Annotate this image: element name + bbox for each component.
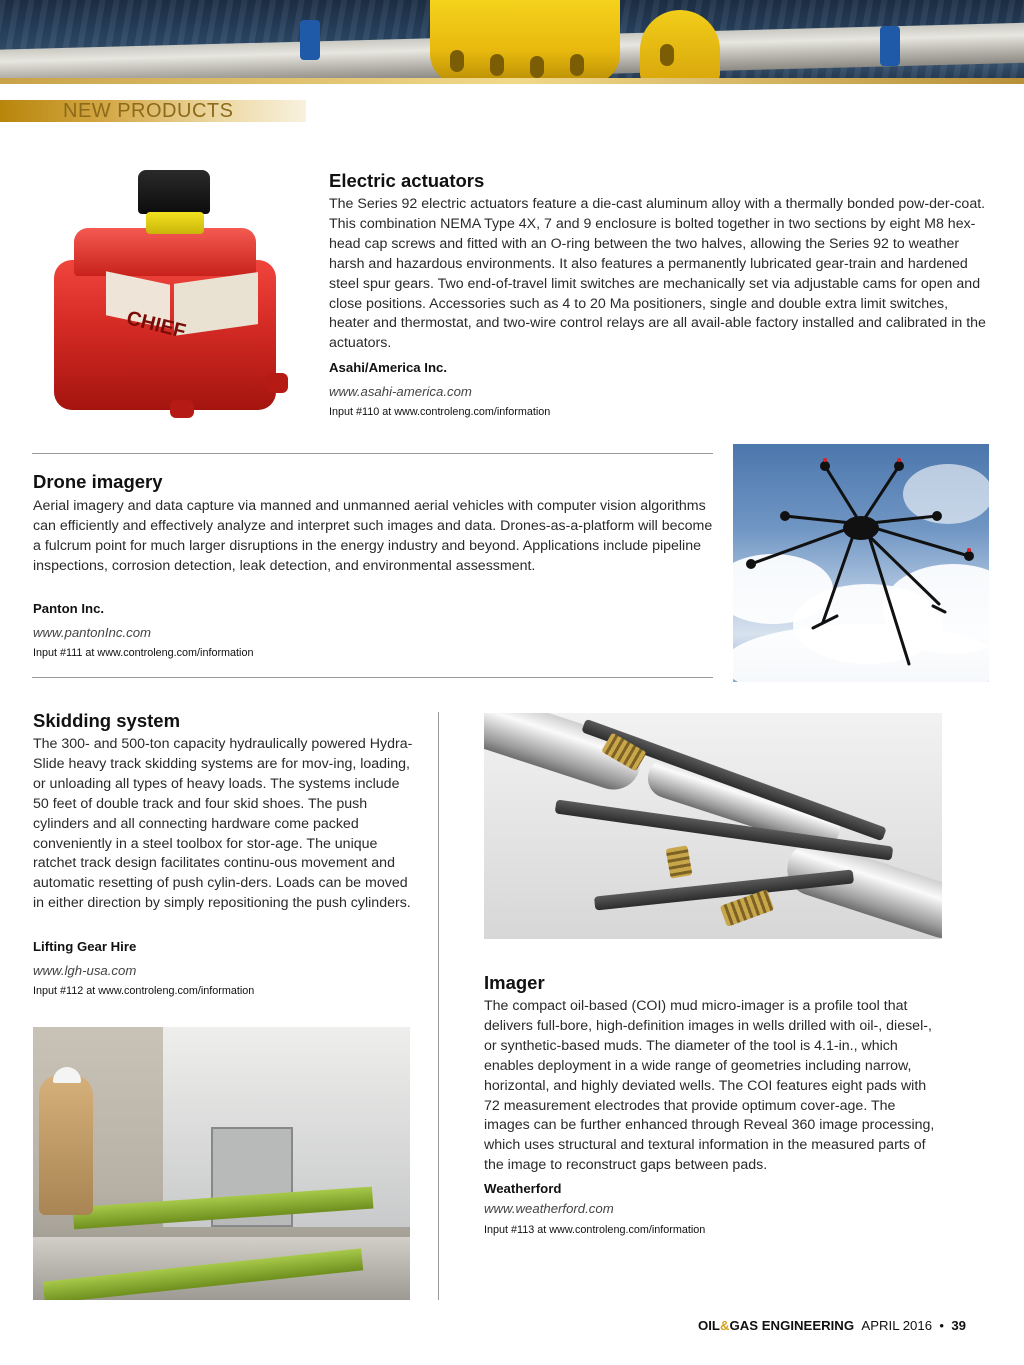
product-company: Lifting Gear Hire — [33, 939, 137, 954]
product-input-reference: Input #110 at www.controleng.com/information — [329, 406, 551, 418]
divider — [32, 677, 713, 678]
magazine-name-gas: GAS ENGINEERING — [729, 1318, 855, 1333]
issue-date: APRIL 2016 — [861, 1318, 933, 1333]
product-url-link[interactable]: www.pantonInc.com — [33, 625, 152, 640]
footer-separator: • — [939, 1318, 944, 1333]
product-input-reference: Input #113 at www.controleng.com/information — [484, 1224, 706, 1236]
divider — [32, 453, 713, 454]
product-title: Imager — [484, 972, 545, 993]
header-banner-image — [0, 0, 1024, 84]
actuator-brand-label: CHIEF — [124, 307, 188, 343]
product-url-link[interactable]: www.lgh-usa.com — [33, 963, 137, 978]
product-company: Asahi/America Inc. — [329, 360, 448, 375]
drone-photo — [733, 444, 989, 682]
product-input-reference: Input #112 at www.controleng.com/information — [33, 985, 255, 997]
section-label: NEW PRODUCTS — [0, 100, 306, 122]
magazine-name-ampersand: & — [719, 1318, 730, 1333]
product-description: The compact oil-based (COI) mud micro-imager is a profile tool that delivers full-bore, high-definition images in wells drilled with oil-, diesel-, or synthetic-based muds. The diameter of the tool is 4.1-in., which enables deployment in a wide range of geometries including narrow, horizontal, and highly deviated wells. The COI features eight pads with 72 measurement electrodes that provide optimum cover-age. The images can be further enhanced through Reveal 360 image processing, which uses structural and textural information in the measured parts of the image to reconstruct gaps between pads. — [484, 998, 935, 1174]
product-title: Skidding system — [33, 710, 181, 731]
product-url-link[interactable]: www.asahi-america.com — [329, 384, 472, 399]
column-divider — [438, 712, 439, 1300]
product-title: Electric actuators — [329, 170, 485, 191]
product-url-link[interactable]: www.weatherford.com — [484, 1201, 614, 1216]
skidding-system-photo — [33, 1027, 410, 1300]
electric-actuator-photo — [34, 168, 296, 430]
product-description: Aerial imagery and data capture via manned and unmanned aerial vehicles with computer vision algorithms can efficiently and effectively analyze and interpret such images and data. Drones-as-a-platform will become a fulcrum point for much larger disruptions in the energy industry and beyond. Applications include pipeline inspections, corrosion detection, leak detection, and environmental assessment. — [33, 498, 713, 574]
product-description: The Series 92 electric actuators feature a die-cast aluminum alloy with a thermally bonded pow-der-coat. This combination NEMA Type 4X, 7 and 9 enclosure is bolted together in two sections by eight M8 hex-head cap screws and fitted with an O-ring between the two halves, allowing the Series 92 to weather harsh and hazardous environments. It also features a permanently lubricated gear-train and hardened steel spur gears. Two end-of-travel limit switches are mechanically set via adjustable cams for open and close positions. Accessories such as 4 to 20 Ma positioners, single and double extra limit switches, heater and thermostat, and two-wire control relays are all avail-able factory installed and calibrated in the actuators. — [329, 196, 986, 352]
drone-icon — [733, 444, 989, 682]
product-title: Drone imagery — [33, 471, 163, 492]
product-company: Weatherford — [484, 1181, 562, 1196]
magazine-name-oil: OIL — [698, 1318, 720, 1333]
product-company: Panton Inc. — [33, 601, 105, 616]
product-description: The 300- and 500-ton capacity hydraulically powered Hydra-Slide heavy track skidding systems are for mov-ing, loading, or unloading all types of heavy loads. The systems include 50 feet of double track and four skid shoes. The push cylinders and all connecting hardware come packed conveniently in a steel toolbox for stor-age. The unique ratchet track design facilitates continu-ous movement and automatic resetting of push cylin-ders. Loads can be moved in either direction by simply repositioning the push cylinders. — [33, 736, 413, 912]
page-number: 39 — [951, 1318, 966, 1333]
imager-tool-photo — [484, 713, 942, 939]
product-input-reference: Input #111 at www.controleng.com/information — [33, 647, 254, 659]
page-footer — [698, 1318, 966, 1333]
